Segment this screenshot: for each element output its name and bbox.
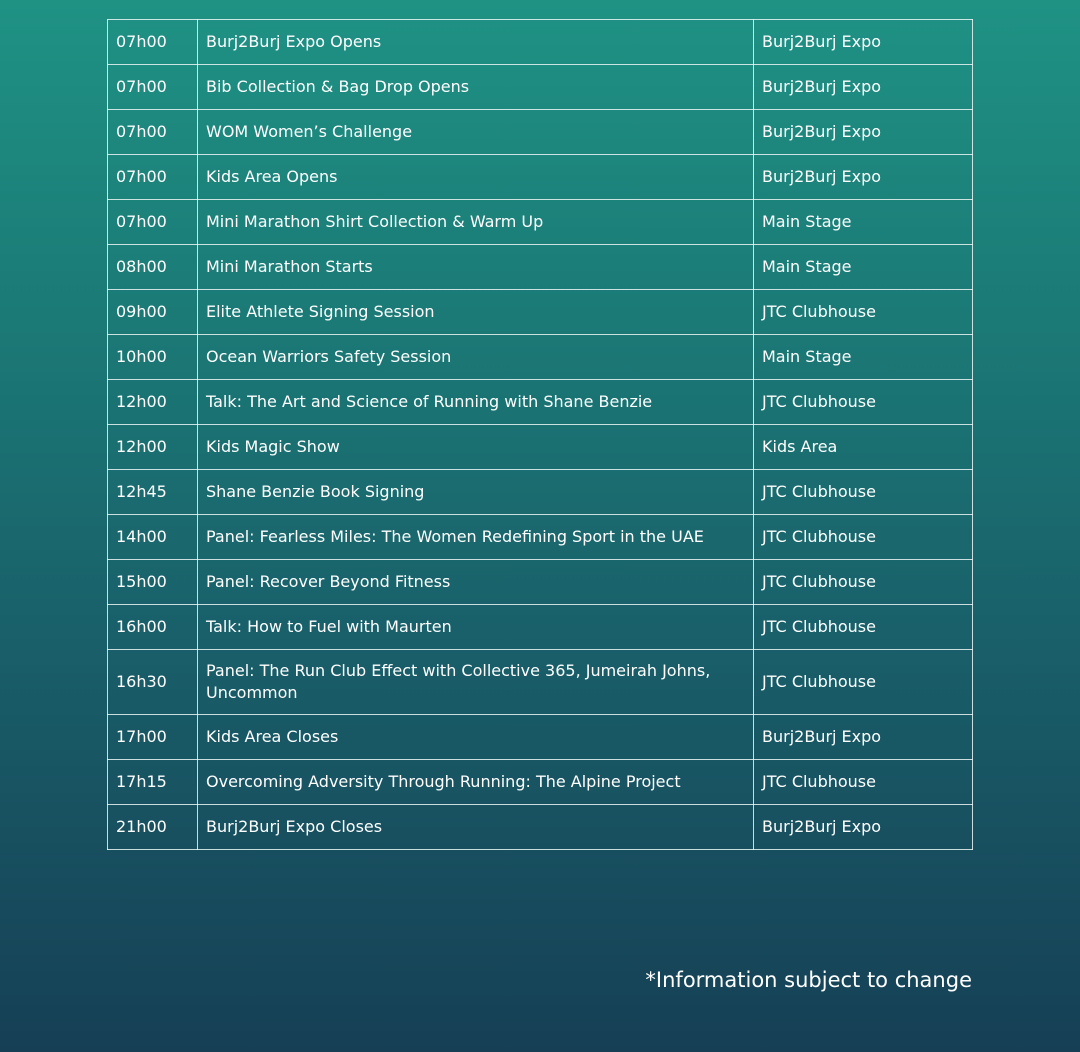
venue-cell: Main Stage [754,335,973,380]
event-cell: Panel: Recover Beyond Fitness [198,560,754,605]
time-cell: 17h00 [108,715,198,760]
schedule-table [107,19,973,850]
time-cell: 07h00 [108,20,198,65]
event-cell: Mini Marathon Shirt Collection & Warm Up [198,200,754,245]
venue-cell: Burj2Burj Expo [754,715,973,760]
table-row [108,560,973,605]
table-row [108,760,973,805]
time-cell: 07h00 [108,110,198,155]
venue-cell: JTC Clubhouse [754,605,973,650]
time-cell: 12h45 [108,470,198,515]
time-cell: 16h00 [108,605,198,650]
time-cell: 12h00 [108,380,198,425]
event-cell: Elite Athlete Signing Session [198,290,754,335]
table-row [108,110,973,155]
table-row [108,65,973,110]
event-cell: Talk: The Art and Science of Running with Shane Benzie [198,380,754,425]
table-row [108,290,973,335]
event-cell: Bib Collection & Bag Drop Opens [198,65,754,110]
event-cell: WOM Women’s Challenge [198,110,754,155]
table-row [108,200,973,245]
event-cell: Kids Area Opens [198,155,754,200]
venue-cell: Burj2Burj Expo [754,110,973,155]
table-row [108,605,973,650]
time-cell: 12h00 [108,425,198,470]
time-cell: 07h00 [108,65,198,110]
time-cell: 17h15 [108,760,198,805]
table-row [108,650,973,715]
event-cell: Kids Magic Show [198,425,754,470]
venue-cell: JTC Clubhouse [754,760,973,805]
table-row [108,715,973,760]
table-row [108,155,973,200]
table-row [108,245,973,290]
table-row [108,20,973,65]
venue-cell: Kids Area [754,425,973,470]
venue-cell: JTC Clubhouse [754,290,973,335]
venue-cell: Burj2Burj Expo [754,65,973,110]
venue-cell: Burj2Burj Expo [754,155,973,200]
venue-cell: JTC Clubhouse [754,515,973,560]
event-cell: Burj2Burj Expo Opens [198,20,754,65]
table-row [108,425,973,470]
event-cell: Overcoming Adversity Through Running: The Alpine Project [198,760,754,805]
table-row [108,470,973,515]
venue-cell: Burj2Burj Expo [754,805,973,850]
schedule-body [108,20,973,850]
venue-cell: Main Stage [754,200,973,245]
event-cell: Ocean Warriors Safety Session [198,335,754,380]
table-row [108,380,973,425]
venue-cell: Main Stage [754,245,973,290]
event-cell: Panel: The Run Club Effect with Collective 365, Jumeirah Johns, Uncommon [198,650,754,715]
table-row [108,335,973,380]
time-cell: 07h00 [108,200,198,245]
venue-cell: JTC Clubhouse [754,380,973,425]
venue-cell: JTC Clubhouse [754,560,973,605]
time-cell: 07h00 [108,155,198,200]
time-cell: 14h00 [108,515,198,560]
time-cell: 09h00 [108,290,198,335]
event-cell: Kids Area Closes [198,715,754,760]
table-row [108,805,973,850]
time-cell: 10h00 [108,335,198,380]
venue-cell: JTC Clubhouse [754,650,973,715]
event-cell: Panel: Fearless Miles: The Women Redefining Sport in the UAE [198,515,754,560]
event-cell: Mini Marathon Starts [198,245,754,290]
table-row [108,515,973,560]
venue-cell: JTC Clubhouse [754,470,973,515]
event-cell: Shane Benzie Book Signing [198,470,754,515]
disclaimer-footnote: *Information subject to change [645,968,972,992]
time-cell: 08h00 [108,245,198,290]
venue-cell: Burj2Burj Expo [754,20,973,65]
time-cell: 15h00 [108,560,198,605]
time-cell: 16h30 [108,650,198,715]
event-cell: Talk: How to Fuel with Maurten [198,605,754,650]
event-cell: Burj2Burj Expo Closes [198,805,754,850]
time-cell: 21h00 [108,805,198,850]
